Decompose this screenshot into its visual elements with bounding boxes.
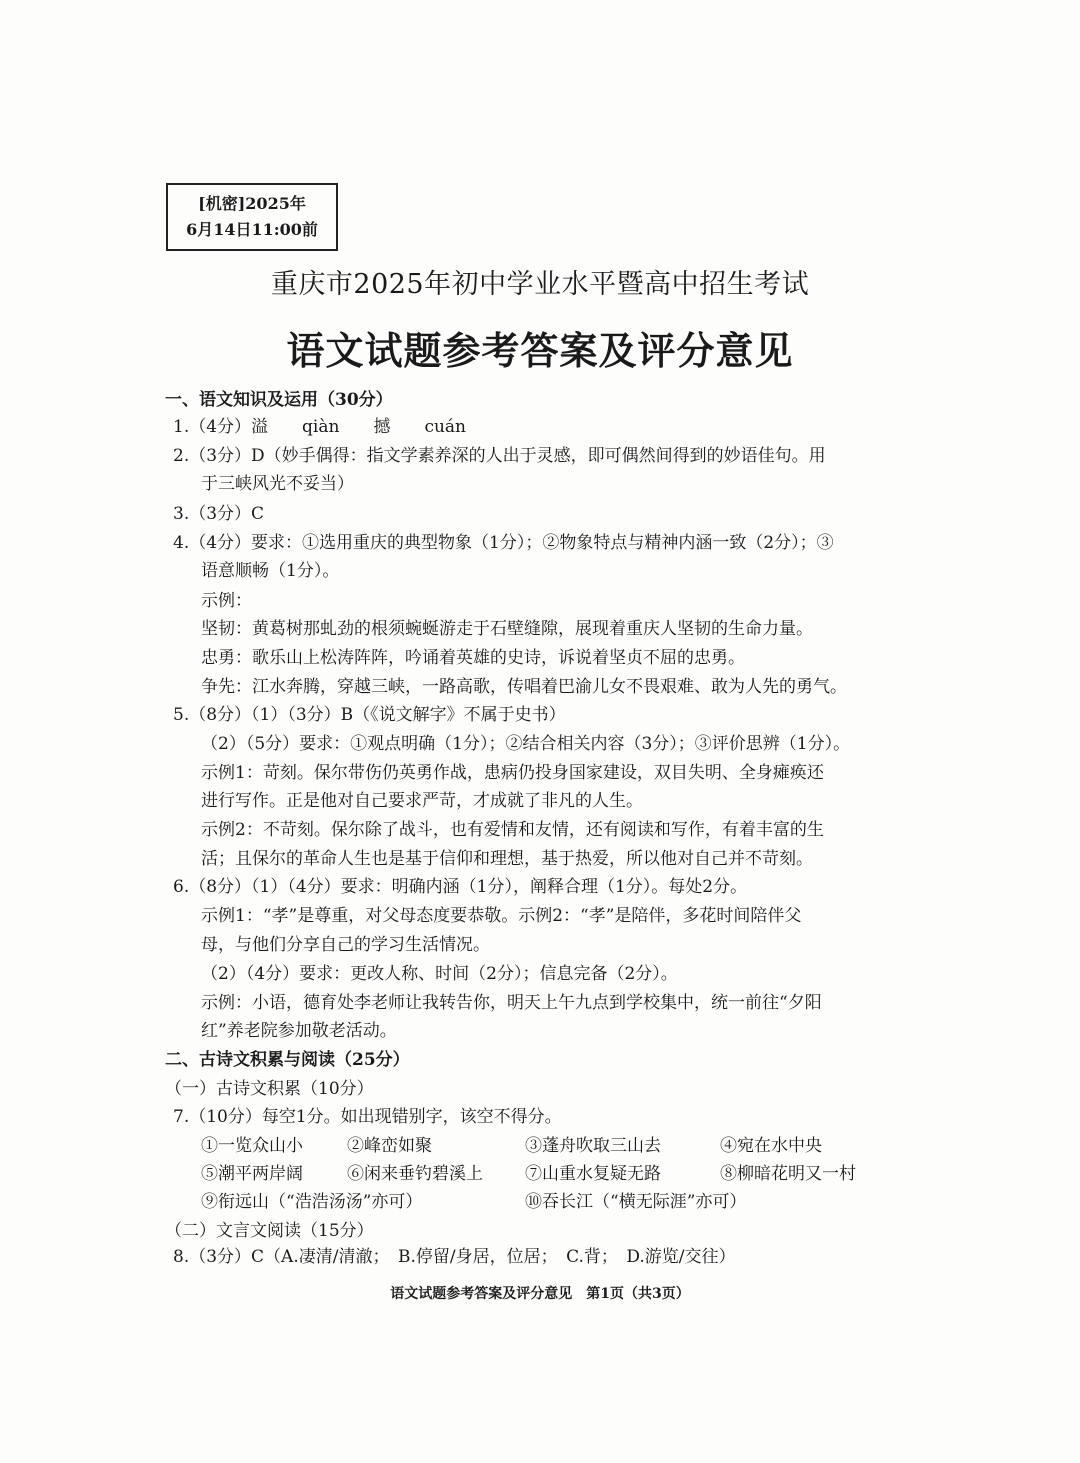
question-5-line-1: 5.（8分）（1）（3分）B（《说文解字》不属于史书） xyxy=(173,705,566,725)
question-6-line-4: （2）（4分）要求：更改人称、时间（2分）；信息完备（2分）。 xyxy=(201,964,678,984)
answer-3: ③蓬舟吹取三山去 xyxy=(525,1136,661,1156)
question-5-line-2: （2）（5分）要求：①观点明确（1分）；②结合相关内容（3分）；③评价思辨（1分）。 xyxy=(201,734,851,754)
question-6-line-1: 6.（8分）（1）（4分）要求：明确内涵（1分），阐释合理（1分）。每处2分。 xyxy=(173,877,748,897)
question-6-line-5: 示例：小语，德育处李老师让我转告你，明天上午九点到学校集中，统一前往“夕阳 xyxy=(201,993,822,1013)
question-8: 8.（3分）C（A.凄清/清澈； B.停留/身居，位居； C.背； D.游览/交往） xyxy=(173,1247,736,1267)
page-footer: 语文试题参考答案及评分意见 第1页（共3页） xyxy=(390,1286,690,1302)
question-5-line-3: 示例1：苛刻。保尔带伤仍英勇作战，患病仍投身国家建设，双目失明、全身瘫痪还 xyxy=(201,763,824,783)
confidential-line-2: 6月14日11:00前 xyxy=(186,220,318,239)
document-title: 语文试题参考答案及评分意见 xyxy=(286,328,794,373)
answer-8: ⑧柳暗花明又一村 xyxy=(720,1164,856,1184)
answer-5: ⑤潮平两岸阔 xyxy=(201,1164,303,1184)
question-6-line-2: 示例1：“孝”是尊重，对父母态度要恭敬。示例2：“孝”是陪伴，多花时间陪伴父 xyxy=(201,906,802,926)
question-1: 1.（4分）溢 qiàn 撼 cuán xyxy=(173,417,466,437)
question-4-example-2: 忠勇：歌乐山上松涛阵阵，吟诵着英雄的史诗，诉说着坚贞不屈的忠勇。 xyxy=(201,648,745,668)
exam-title: 重庆市2025年初中学业水平暨高中招生考试 xyxy=(270,269,810,300)
answer-9: ⑨衔远山（“浩浩汤汤”亦可） xyxy=(201,1192,423,1212)
question-2-line-2: 于三峡风光不妥当） xyxy=(201,474,354,494)
question-2-line-1: 2.（3分）D（妙手偶得：指文学素养深的人出于灵感，即可偶然间得到的妙语佳句。用 xyxy=(173,446,826,466)
answer-2: ②峰峦如聚 xyxy=(347,1136,432,1156)
question-5-line-6: 活；且保尔的革命人生也是基于信仰和理想，基于热爱，所以他对自己并不苛刻。 xyxy=(201,849,813,869)
answer-1: ①一览众山小 xyxy=(201,1136,303,1156)
question-4-example-1: 坚韧：黄葛树那虬劲的根须蜿蜒游走于石壁缝隙，展现着重庆人坚韧的生命力量。 xyxy=(201,619,813,639)
question-4-example-3: 争先：江水奔腾，穿越三峡，一路高歌，传唱着巴渝儿女不畏艰难、敢为人先的勇气。 xyxy=(201,677,847,697)
answer-6: ⑥闲来垂钓碧溪上 xyxy=(347,1164,483,1184)
section-2-heading: 二、古诗文积累与阅读（25分） xyxy=(165,1050,410,1070)
answer-10: ⑩吞长江（“横无际涯”亦可） xyxy=(525,1192,747,1212)
question-6-line-3: 母，与他们分享自己的学习生活情况。 xyxy=(201,935,490,955)
question-4-line-2: 语意顺畅（1分）。 xyxy=(201,561,340,581)
question-5-line-5: 示例2：不苛刻。保尔除了战斗，也有爱情和友情，还有阅读和写作，有着丰富的生 xyxy=(201,820,824,840)
confidential-line-1: [机密]2025年 xyxy=(198,194,306,213)
question-5-line-4: 进行写作。正是他对自己要求严苛，才成就了非凡的人生。 xyxy=(201,791,643,811)
question-4-example-label: 示例： xyxy=(201,591,252,611)
answer-7: ⑦山重水复疑无路 xyxy=(525,1164,661,1184)
question-7: 7.（10分）每空1分。如出现错别字，该空不得分。 xyxy=(173,1107,562,1127)
answer-4: ④宛在水中央 xyxy=(720,1136,822,1156)
question-3: 3.（3分）C xyxy=(173,504,265,524)
question-6-line-6: 红”养老院参加敬老活动。 xyxy=(201,1021,397,1041)
subsection-2-1-heading: （一）古诗文积累（10分） xyxy=(165,1079,374,1099)
subsection-2-2-heading: （二）文言文阅读（15分） xyxy=(165,1221,374,1241)
question-4-line-1: 4.（4分）要求：①选用重庆的典型物象（1分）；②物象特点与精神内涵一致（2分）；③ xyxy=(173,533,834,553)
section-1-heading: 一、语文知识及运用（30分） xyxy=(165,390,393,410)
